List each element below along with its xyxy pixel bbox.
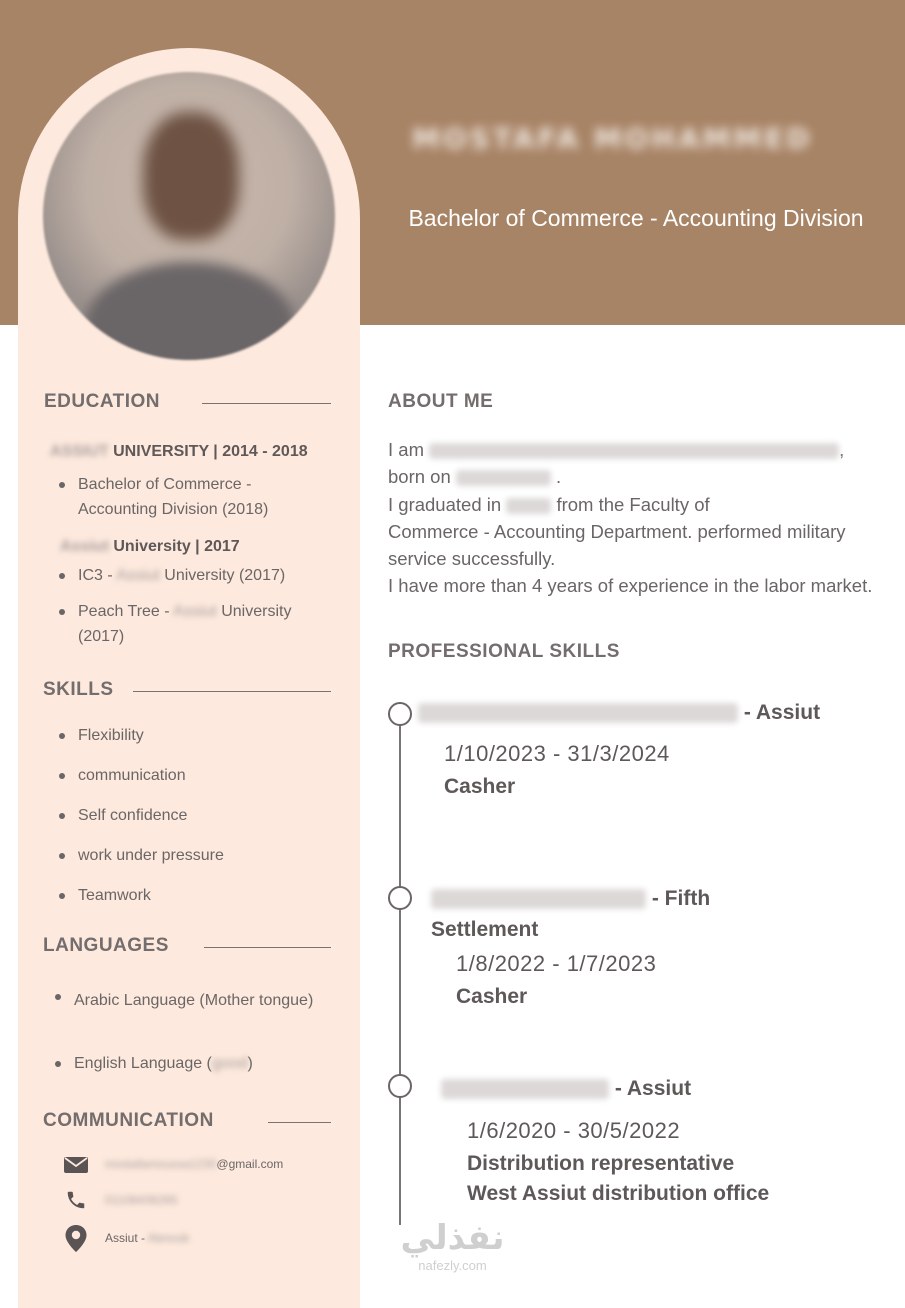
professional-heading: PROFESSIONAL SKILLS: [388, 641, 620, 662]
communication-divider: [268, 1122, 331, 1123]
job-3-dates: 1/6/2020 - 30/5/2022: [467, 1118, 681, 1143]
languages-heading: LANGUAGES: [43, 935, 169, 956]
candidate-title: Bachelor of Commerce - Accounting Division: [408, 205, 864, 231]
job-2-role: Casher: [456, 985, 528, 1008]
job-1-role: Casher: [444, 775, 516, 798]
education-item: Peach Tree - Assiut University (2017): [78, 599, 340, 649]
email-text: mostafamoussa1230@gmail.com: [105, 1157, 284, 1171]
education-entry-1-header: ASSIUT UNIVERSITY | 2014 - 2018: [50, 443, 308, 460]
education-entry-2-header: Assiut University | 2017: [60, 538, 240, 555]
envelope-icon: [64, 1157, 88, 1173]
education-divider: [202, 403, 331, 404]
watermark-url: nafezly.com: [418, 1258, 487, 1273]
watermark-arabic: نفذلي: [400, 1218, 505, 1258]
job-3-place: - Assiut: [441, 1077, 691, 1101]
skills-divider: [133, 691, 331, 692]
timeline-dot: [388, 702, 412, 726]
timeline-line: [399, 713, 401, 1225]
job-1-dates: 1/10/2023 - 31/3/2024: [444, 741, 670, 766]
skill-item: Self confidence: [78, 803, 187, 828]
about-text: I am , born on . I graduated in from the Faculty of Commerce - Accounting Department. performed military service successfully. I have more than 4 years of experience in the labor market.: [388, 439, 873, 597]
language-item: English Language (good): [74, 1051, 253, 1076]
skill-item: communication: [78, 763, 186, 788]
skills-heading: SKILLS: [43, 679, 114, 700]
job-2-dates: 1/8/2022 - 1/7/2023: [456, 951, 657, 976]
watermark: [395, 1218, 510, 1274]
candidate-name: MOSTAFA MOHAMMED: [412, 122, 813, 155]
skill-item: Flexibility: [78, 723, 144, 748]
timeline-dot: [388, 1074, 412, 1098]
education-heading: EDUCATION: [44, 391, 161, 412]
job-2-place: - Fifth: [431, 887, 710, 911]
skill-item: work under pressure: [78, 843, 224, 868]
location-pin-icon: [64, 1225, 88, 1252]
language-item: Arabic Language (Mother tongue): [74, 984, 314, 1017]
skill-item: Teamwork: [78, 883, 151, 908]
address-text: Assiut - Abnoub: [105, 1231, 190, 1245]
education-item: IC3 - Assiut University (2017): [78, 563, 338, 588]
phone-text: 01108436265: [105, 1193, 178, 1207]
profile-photo: [43, 72, 335, 360]
about-heading: ABOUT ME: [388, 391, 494, 412]
job-3-role-line2: West Assiut distribution office: [467, 1182, 770, 1205]
education-item: Bachelor of Commerce - Accounting Division (2018): [78, 472, 318, 522]
job-1-place: - Assiut: [418, 701, 820, 725]
phone-icon: [65, 1189, 87, 1211]
job-2-place-line2: Settlement: [431, 918, 539, 941]
job-3-role: Distribution representative: [467, 1152, 735, 1175]
languages-divider: [204, 947, 331, 948]
communication-heading: COMMUNICATION: [43, 1110, 214, 1131]
timeline-dot: [388, 886, 412, 910]
